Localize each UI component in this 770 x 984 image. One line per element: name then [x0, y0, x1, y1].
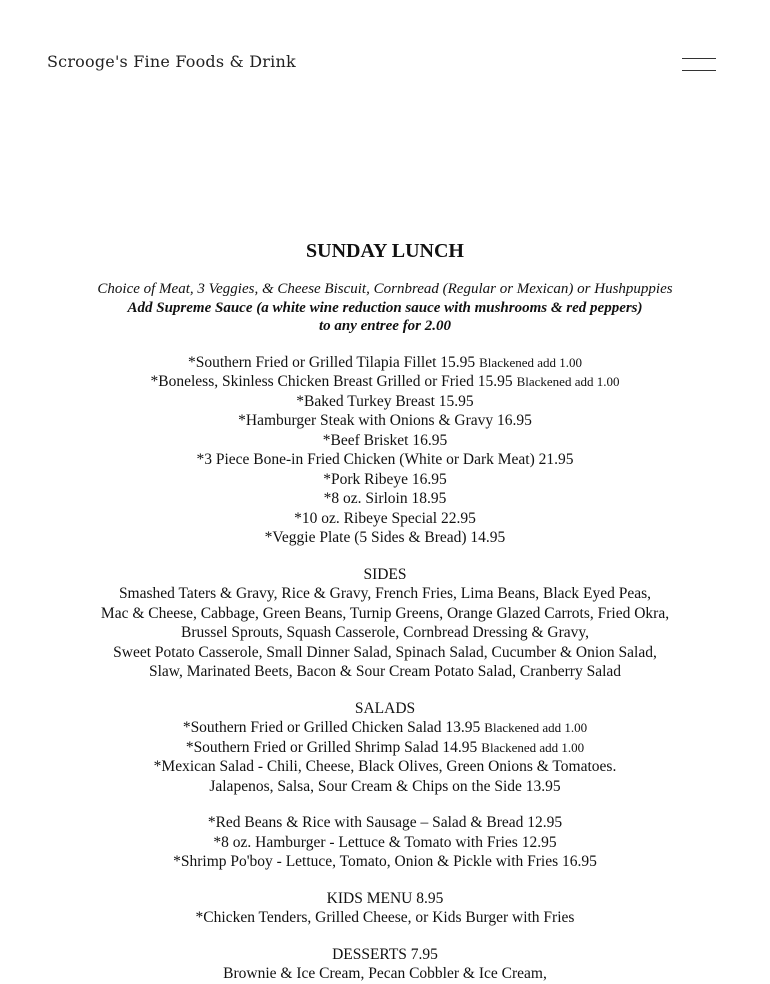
hamburger-menu-icon[interactable]: [680, 56, 718, 76]
salad-item: [0, 757, 770, 777]
entree-item: [0, 411, 770, 431]
entree-item: [0, 372, 770, 392]
entree-text: *Hamburger Steak with Onions & Gravy 16.95: [238, 412, 532, 429]
entree-item: [0, 392, 770, 412]
sides-line: Sweet Potato Casserole, Small Dinner Salad, Spinach Salad, Cucumber & Onion Salad,: [113, 643, 657, 661]
entree-item: [0, 431, 770, 451]
salad-text: *Mexican Salad - Chili, Cheese, Black Olives, Green Onions & Tomatoes.: [153, 758, 617, 775]
desserts-line: Brownie & Ice Cream, Pecan Cobbler & Ice Cream,: [223, 965, 547, 982]
site-header: [0, 0, 770, 100]
salad-addon: Blackened add 1.00: [481, 739, 585, 755]
menu-intro: [0, 280, 770, 336]
entree-text: *Boneless, Skinless Chicken Breast Grilled or Fried 15.95: [150, 373, 513, 390]
salad-addon: Blackened add 1.00: [484, 720, 588, 735]
entree-item: [0, 353, 770, 373]
salad-text: Jalapenos, Salsa, Sour Cream & Chips on the Side 13.95: [209, 777, 561, 795]
sides-heading: SIDES: [363, 565, 407, 583]
entree-text: *Pork Ribeye 16.95: [323, 470, 447, 488]
sides-section: [0, 565, 770, 682]
entree-list: [0, 353, 770, 548]
sides-line: Brussel Sprouts, Squash Casserole, Cornbread Dressing & Gravy,: [181, 624, 589, 641]
intro-line: to any entree for 2.00: [318, 318, 452, 334]
menu-item: *Red Beans & Rice with Sausage – Salad & Bread 12.95: [207, 814, 563, 831]
kids-heading: KIDS MENU 8.95: [326, 889, 444, 907]
desserts-heading: DESSERTS 7.95: [332, 945, 438, 963]
entree-text: *Beef Brisket 16.95: [322, 431, 448, 449]
entree-item: [0, 509, 770, 529]
entree-item: [0, 470, 770, 490]
intro-line: Choice of Meat, 3 Veggies, & Cheese Biscuit, Cornbread (Regular or Mexican) or Hushpuppies: [97, 281, 673, 297]
entree-text: *Southern Fried or Grilled Tilapia Fillet 15.95: [187, 353, 476, 371]
intro-line: Add Supreme Sauce (a white wine reduction sauce with mushrooms & red peppers): [127, 299, 643, 316]
salad-item: [0, 718, 770, 738]
site-title[interactable]: Scrooge's Fine Foods & Drink: [47, 52, 296, 71]
salads-heading: SALADS: [354, 699, 416, 717]
entree-addon: Blackened add 1.00: [479, 354, 583, 370]
kids-section: [0, 889, 770, 928]
desserts-section: [0, 945, 770, 984]
more-items-section: [0, 813, 770, 872]
sides-line: Mac & Cheese, Cabbage, Green Beans, Turnip Greens, Orange Glazed Carrots, Fried Okra,: [100, 604, 670, 622]
salad-text: *Southern Fried or Grilled Shrimp Salad 14.95: [185, 738, 478, 756]
salad-item: [0, 777, 770, 797]
entree-item: [0, 489, 770, 509]
salad-text: *Southern Fried or Grilled Chicken Salad 13.95: [182, 719, 481, 736]
entree-item: [0, 450, 770, 470]
menu-bar-top: [682, 58, 716, 59]
menu-content: [0, 238, 770, 984]
entree-text: *Baked Turkey Breast 15.95: [296, 392, 474, 410]
entree-item: [0, 528, 770, 548]
menu-title: SUNDAY LUNCH: [306, 240, 464, 262]
entree-addon: Blackened add 1.00: [516, 374, 620, 389]
kids-line: *Chicken Tenders, Grilled Cheese, or Kids Burger with Fries: [195, 909, 575, 926]
sides-line: Smashed Taters & Gravy, Rice & Gravy, French Fries, Lima Beans, Black Eyed Peas,: [118, 585, 652, 602]
entree-text: *Veggie Plate (5 Sides & Bread) 14.95: [264, 529, 506, 546]
menu-item: *8 oz. Hamburger - Lettuce & Tomato with Fries 12.95: [213, 833, 557, 851]
menu-item: *Shrimp Po'boy - Lettuce, Tomato, Onion & Pickle with Fries 16.95: [173, 853, 597, 870]
entree-text: *3 Piece Bone-in Fried Chicken (White or Dark Meat) 21.95: [196, 451, 574, 468]
menu-bar-bottom: [682, 70, 716, 71]
entree-text: *10 oz. Ribeye Special 22.95: [294, 509, 476, 527]
salad-item: [0, 738, 770, 758]
salads-section: [0, 699, 770, 797]
sides-line: Slaw, Marinated Beets, Bacon & Sour Cream Potato Salad, Cranberry Salad: [148, 663, 622, 680]
entree-text: *8 oz. Sirloin 18.95: [323, 490, 447, 507]
